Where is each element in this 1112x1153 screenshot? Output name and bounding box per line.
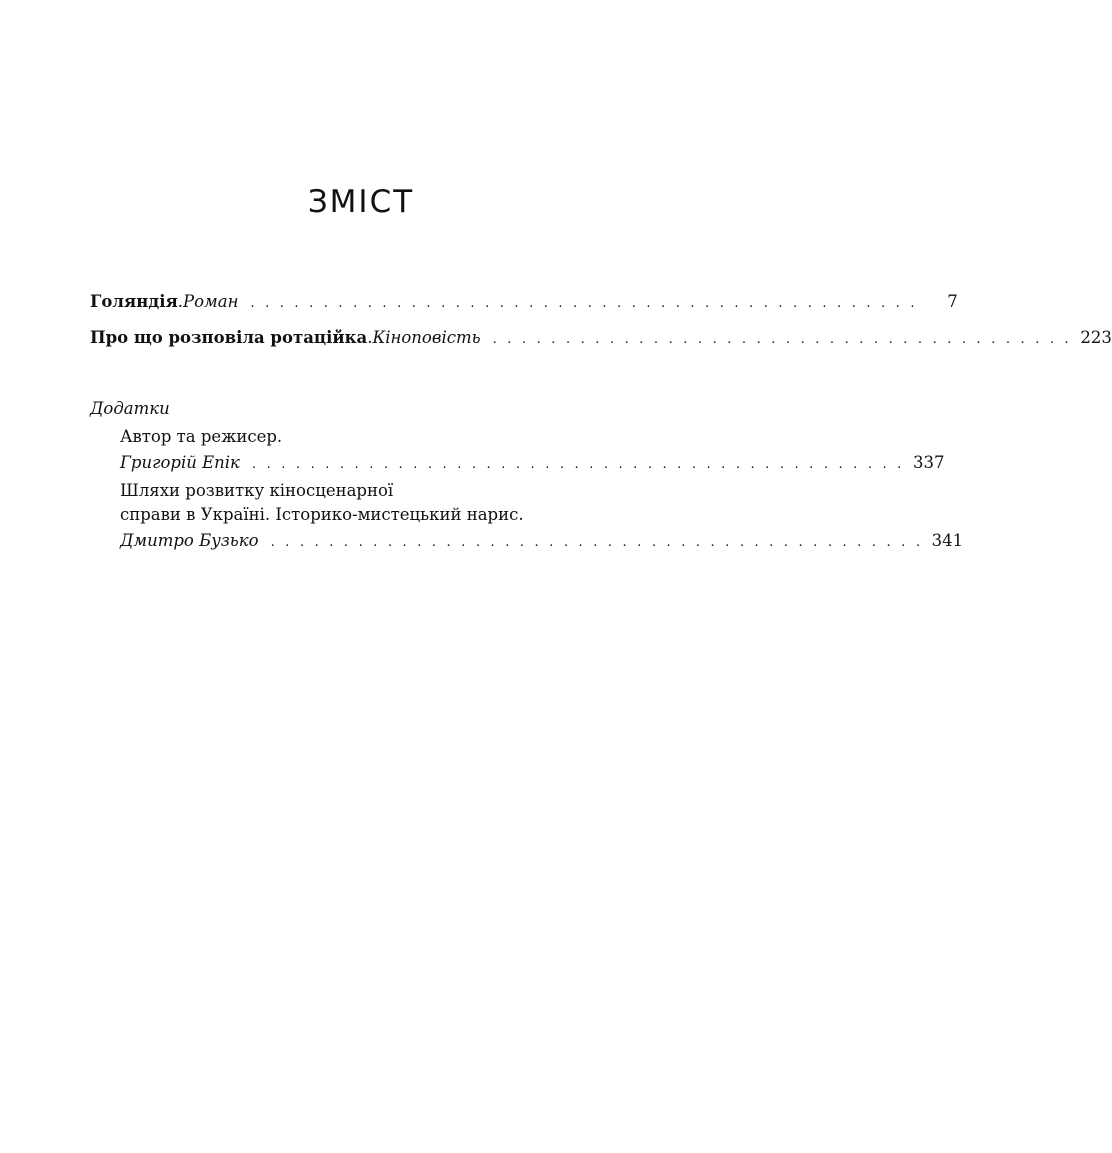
page-number: 337 xyxy=(912,453,945,472)
page-number: 7 xyxy=(947,292,958,311)
page-number: 223 xyxy=(1080,328,1112,347)
entry-title: Про що розповіла ротаційка xyxy=(90,328,368,347)
entry-subtitle: Роман xyxy=(183,292,239,311)
appendix-item-genre: Історико-мистецький нарис. xyxy=(275,505,524,524)
leader-dots: . . . . . . . . . . . . . . . . . . . . . . . . . . . . . . . . . . . . . . . . . . . . . xyxy=(270,535,924,550)
toc-entry[interactable] xyxy=(90,326,1112,352)
appendix-item-title: Автор та режисер. xyxy=(120,427,283,446)
entry-subtitle: Кіноповість xyxy=(372,328,481,347)
page-number: 341 xyxy=(931,531,964,550)
leader-dots: . . . . . . . . . . . . . . . . . . . . . . . . . . . . . . . . . . . . . . . . . . . . . . xyxy=(250,296,918,311)
toc-entry[interactable] xyxy=(90,290,958,316)
appendix-item-title-plain: справи в Україні. xyxy=(120,505,271,524)
entry-title: Голяндія xyxy=(90,292,178,311)
appendix-label: Додатки xyxy=(90,399,170,418)
entry-author: Дмитро Бузько xyxy=(120,531,259,550)
entry-author: Григорій Епік xyxy=(120,453,240,472)
appendix-item-title: Шляхи розвитку кіносценарної xyxy=(120,481,394,500)
appendix-item-title-line2 xyxy=(120,503,524,527)
entry-separator: . xyxy=(367,328,373,347)
appendix-entry[interactable] xyxy=(120,529,964,555)
appendix-entry[interactable] xyxy=(120,451,945,477)
entry-separator: . xyxy=(177,292,184,311)
page-title: ЗМІСТ xyxy=(307,184,415,220)
leader-dots: . . . . . . . . . . . . . . . . . . . . . . . . . . . . . . . . . . . . . . . . . . . . . xyxy=(251,457,905,472)
leader-dots: . . . . . . . . . . . . . . . . . . . . . . . . . . . . . . . . . . . . . . . . xyxy=(492,332,1072,347)
